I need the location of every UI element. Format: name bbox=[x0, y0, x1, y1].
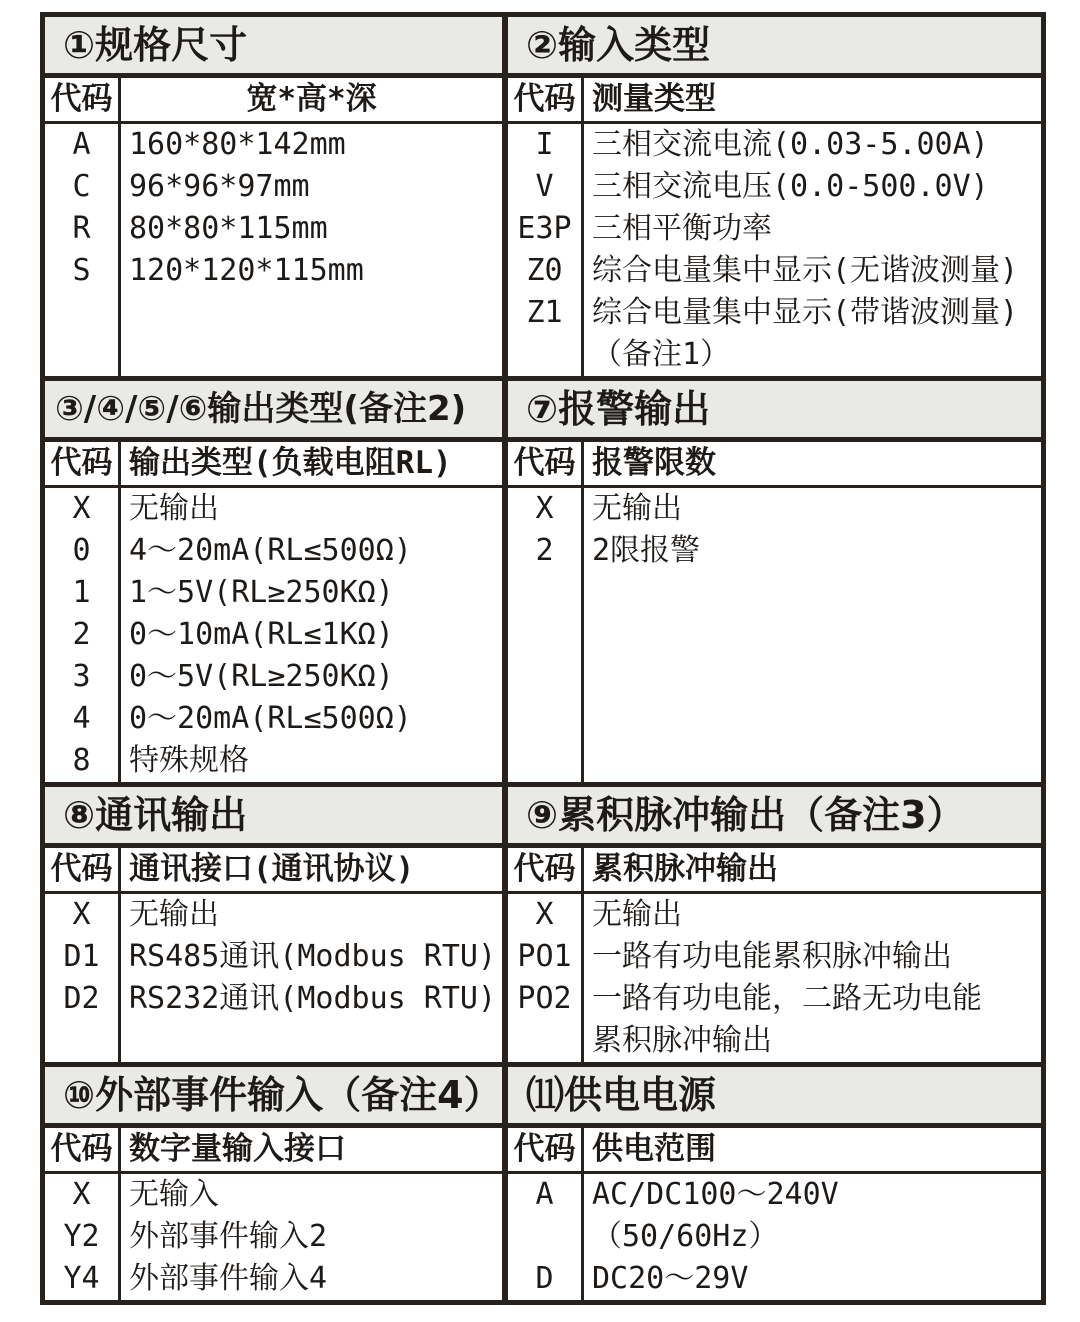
table-body bbox=[45, 894, 502, 1062]
desc-cells bbox=[121, 124, 502, 376]
desc-column-header: 报警限数 bbox=[592, 445, 716, 481]
desc-cell: 1～5V(RL≥250KΩ) bbox=[129, 575, 394, 610]
desc-cell: 无输出 bbox=[129, 897, 219, 932]
code-cell bbox=[508, 1216, 581, 1258]
code-cells bbox=[508, 488, 584, 782]
code-cell: A bbox=[72, 127, 91, 162]
code-cell: 1 bbox=[72, 575, 91, 610]
desc-column-header: 宽*高*深 bbox=[246, 81, 377, 117]
code-cell: Z0 bbox=[526, 253, 563, 288]
table-body bbox=[508, 894, 1041, 1062]
code-column-header: 代码 bbox=[45, 78, 121, 121]
panel-communication-output bbox=[45, 787, 502, 1062]
code-cells bbox=[508, 1174, 584, 1300]
table-body bbox=[508, 488, 1041, 782]
panel-pulse-output bbox=[502, 787, 1041, 1062]
desc-cells bbox=[584, 1174, 1041, 1300]
desc-cell: 一路有功电能累积脉冲输出 bbox=[592, 939, 952, 974]
desc-cell: 三相交流电压(0.0-500.0V) bbox=[592, 169, 989, 204]
code-cell: 0 bbox=[72, 533, 91, 568]
desc-column-header: 通讯接口(通讯协议) bbox=[129, 851, 415, 887]
panel-external-event-input bbox=[45, 1067, 502, 1300]
section-dimensions-and-input bbox=[45, 17, 1041, 381]
desc-column-header: 测量类型 bbox=[592, 81, 716, 117]
desc-cell: RS232通讯(Modbus RTU) bbox=[129, 981, 497, 1016]
code-cells bbox=[45, 488, 121, 782]
desc-cells bbox=[584, 894, 1041, 1062]
code-column-header: 代码 bbox=[45, 848, 121, 891]
desc-cell: 0～20mA(RL≤500Ω) bbox=[129, 701, 412, 736]
desc-cell: 无输出 bbox=[592, 897, 682, 932]
desc-cells bbox=[121, 894, 502, 1062]
ordering-spec-table bbox=[40, 12, 1046, 1305]
section-title: ②输入类型 bbox=[508, 17, 1041, 78]
section-output-and-alarm bbox=[45, 381, 1041, 787]
desc-cell: 无输出 bbox=[592, 491, 682, 526]
code-column-header: 代码 bbox=[508, 848, 584, 891]
column-header-row bbox=[508, 78, 1041, 124]
code-column-header: 代码 bbox=[508, 442, 584, 485]
code-cell: X bbox=[72, 491, 91, 526]
column-header-row bbox=[45, 1128, 502, 1174]
code-cell: Y2 bbox=[63, 1219, 100, 1254]
code-cell: X bbox=[72, 897, 91, 932]
code-cell: PO2 bbox=[517, 981, 572, 1016]
column-header-row bbox=[45, 848, 502, 894]
code-cell: 2 bbox=[535, 533, 554, 568]
code-cell: A bbox=[535, 1177, 554, 1212]
column-header-row bbox=[45, 442, 502, 488]
code-cells bbox=[45, 894, 121, 1062]
desc-cell-continuation: （50/60Hz） bbox=[592, 1219, 779, 1254]
desc-cell: 160*80*142mm bbox=[129, 127, 346, 162]
table-body bbox=[45, 488, 502, 782]
code-cell: X bbox=[535, 491, 554, 526]
desc-cell: 外部事件输入2 bbox=[129, 1219, 328, 1254]
column-header-row bbox=[508, 848, 1041, 894]
desc-cell: 三相交流电流(0.03-5.00A) bbox=[592, 127, 989, 162]
code-cell: R bbox=[72, 211, 91, 246]
panel-input-type bbox=[502, 17, 1041, 376]
code-cells bbox=[508, 124, 584, 376]
desc-cell: 特殊规格 bbox=[129, 743, 249, 778]
column-header-row bbox=[45, 78, 502, 124]
section-event-and-power bbox=[45, 1067, 1041, 1300]
desc-cell: AC/DC100～240V bbox=[592, 1177, 839, 1212]
panel-alarm-output bbox=[502, 381, 1041, 782]
code-column-header: 代码 bbox=[508, 1128, 584, 1171]
desc-cell-continuation: 累积脉冲输出 bbox=[592, 1023, 772, 1058]
desc-cells bbox=[121, 488, 502, 782]
desc-cell: 外部事件输入4 bbox=[129, 1261, 328, 1296]
table-body bbox=[45, 1174, 502, 1300]
table-body bbox=[45, 124, 502, 376]
desc-cell: 0～5V(RL≥250KΩ) bbox=[129, 659, 394, 694]
code-cell: I bbox=[535, 127, 554, 162]
code-cell: 4 bbox=[72, 701, 91, 736]
code-cell: 2 bbox=[72, 617, 91, 652]
section-title: ①规格尺寸 bbox=[45, 17, 502, 78]
desc-column-header: 累积脉冲输出 bbox=[592, 851, 778, 887]
panel-output-type bbox=[45, 381, 502, 782]
code-cell: V bbox=[535, 169, 554, 204]
desc-column-header: 供电范围 bbox=[592, 1131, 716, 1167]
code-cell: X bbox=[72, 1177, 91, 1212]
code-cell: S bbox=[72, 253, 91, 288]
code-cell: 3 bbox=[72, 659, 91, 694]
desc-cells bbox=[121, 1174, 502, 1300]
code-cell: D bbox=[535, 1261, 554, 1296]
section-title: ⑧通讯输出 bbox=[45, 787, 502, 848]
desc-cell: 综合电量集中显示(带谐波测量) bbox=[592, 295, 1019, 330]
section-title: ⑾供电电源 bbox=[508, 1067, 1041, 1128]
code-cell: X bbox=[535, 897, 554, 932]
code-cell: PO1 bbox=[517, 939, 572, 974]
code-cell: Z1 bbox=[526, 295, 563, 330]
desc-cell: 三相平衡功率 bbox=[592, 211, 772, 246]
desc-cell: RS485通讯(Modbus RTU) bbox=[129, 939, 497, 974]
desc-cell: 80*80*115mm bbox=[129, 211, 328, 246]
desc-cell: 96*96*97mm bbox=[129, 169, 310, 204]
code-cells bbox=[45, 1174, 121, 1300]
section-title: ③/④/⑤/⑥输出类型(备注2) bbox=[45, 381, 502, 442]
code-cell: D2 bbox=[63, 981, 100, 1016]
section-title: ⑩外部事件输入（备注4） bbox=[45, 1067, 502, 1128]
code-cells bbox=[45, 124, 121, 376]
column-header-row bbox=[508, 442, 1041, 488]
section-title: ⑨累积脉冲输出（备注3） bbox=[508, 787, 1041, 848]
desc-cell: DC20～29V bbox=[592, 1261, 749, 1296]
desc-cell: 0～10mA(RL≤1KΩ) bbox=[129, 617, 394, 652]
desc-cells bbox=[584, 124, 1041, 376]
desc-cell-continuation: （备注1） bbox=[592, 337, 731, 372]
section-comm-and-pulse bbox=[45, 787, 1041, 1067]
desc-cell: 综合电量集中显示(无谐波测量) bbox=[592, 253, 1019, 288]
panel-spec-dimensions bbox=[45, 17, 502, 376]
code-cell: C bbox=[72, 169, 91, 204]
code-cell: E3P bbox=[517, 211, 572, 246]
desc-cell: 无输出 bbox=[129, 491, 219, 526]
table-body bbox=[508, 124, 1041, 376]
code-cells bbox=[508, 894, 584, 1062]
code-column-header: 代码 bbox=[45, 1128, 121, 1171]
code-cell: D1 bbox=[63, 939, 100, 974]
section-title: ⑦报警输出 bbox=[508, 381, 1041, 442]
desc-column-header: 数字量输入接口 bbox=[129, 1131, 346, 1167]
code-column-header: 代码 bbox=[508, 78, 584, 121]
code-cell: Y4 bbox=[63, 1261, 100, 1296]
desc-cell: 2限报警 bbox=[592, 533, 701, 568]
code-cell: 8 bbox=[72, 743, 91, 778]
table-body bbox=[508, 1174, 1041, 1300]
desc-cell: 120*120*115mm bbox=[129, 253, 364, 288]
desc-column-header: 输出类型(负载电阻RL) bbox=[129, 445, 452, 481]
desc-cell: 一路有功电能，二路无功电能 bbox=[592, 981, 982, 1016]
desc-cell: 无输入 bbox=[129, 1177, 219, 1212]
column-header-row bbox=[508, 1128, 1041, 1174]
code-column-header: 代码 bbox=[45, 442, 121, 485]
panel-power-supply bbox=[502, 1067, 1041, 1300]
desc-cell: 4～20mA(RL≤500Ω) bbox=[129, 533, 412, 568]
desc-cells bbox=[584, 488, 1041, 782]
